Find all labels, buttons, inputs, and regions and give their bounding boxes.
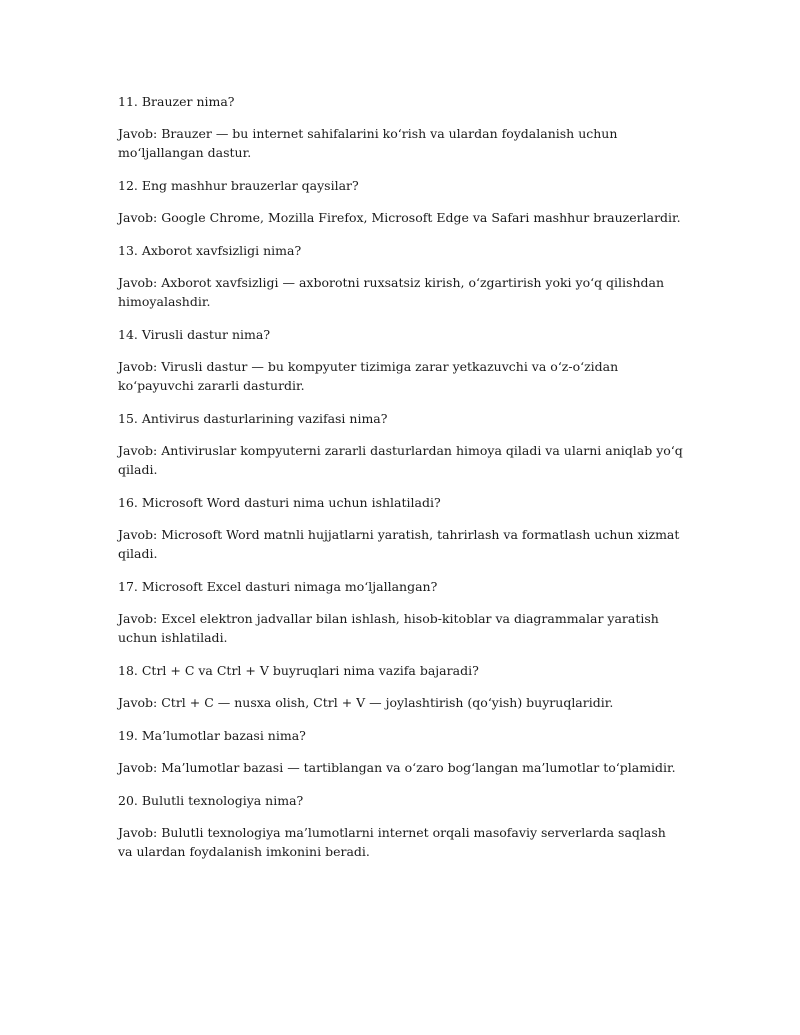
- qa-item: [118, 726, 684, 777]
- answer-text: Javob: Antiviruslar kompyuterni zararli dasturlardan himoya qiladi va ularni aniqlab yo‘q qiladi.: [118, 443, 683, 477]
- qa-item: [118, 92, 684, 162]
- answer-text: Javob: Microsoft Word matnli hujjatlarni yaratish, tahrirlash va formatlash uchun xizmat qiladi.: [118, 527, 680, 561]
- qa-item: [118, 409, 684, 479]
- answer-text: Javob: Ma’lumotlar bazasi — tartiblangan va o‘zaro bog‘langan ma’lumotlar to‘plamidir.: [118, 760, 676, 775]
- question-text: 14. Virusli dastur nima?: [118, 327, 271, 342]
- qa-item: [118, 241, 684, 311]
- qa-item: [118, 661, 684, 712]
- answer-text: Javob: Google Chrome, Mozilla Firefox, Microsoft Edge va Safari mashhur brauzerlardir.: [118, 210, 681, 225]
- question-text: 15. Antivirus dasturlarining vazifasi nima?: [118, 411, 388, 426]
- qa-list: [118, 92, 684, 875]
- question-text: 11. Brauzer nima?: [118, 94, 235, 109]
- question-text: 20. Bulutli texnologiya nima?: [118, 793, 304, 808]
- question-text: 12. Eng mashhur brauzerlar qaysilar?: [118, 178, 359, 193]
- qa-item: [118, 791, 684, 861]
- answer-text: Javob: Excel elektron jadvallar bilan ishlash, hisob-kitoblar va diagrammalar yaratish uchun ishlatiladi.: [118, 611, 659, 645]
- question-text: 17. Microsoft Excel dasturi nimaga mo‘ljallangan?: [118, 579, 438, 594]
- answer-text: Javob: Virusli dastur — bu kompyuter tizimiga zarar yetkazuvchi va o‘z-o‘zidan ko‘payuvchi zararli dasturdir.: [118, 359, 619, 393]
- question-text: 19. Ma’lumotlar bazasi nima?: [118, 728, 306, 743]
- question-text: 18. Ctrl + C va Ctrl + V buyruqlari nima vazifa bajaradi?: [118, 663, 479, 678]
- qa-item: [118, 577, 684, 647]
- qa-item: [118, 176, 684, 227]
- answer-text: Javob: Ctrl + C — nusxa olish, Ctrl + V — joylashtirish (qo‘yish) buyruqlaridir.: [118, 695, 614, 710]
- question-text: 16. Microsoft Word dasturi nima uchun ishlatiladi?: [118, 495, 441, 510]
- qa-item: [118, 493, 684, 563]
- qa-item: [118, 325, 684, 395]
- answer-text: Javob: Brauzer — bu internet sahifalarini ko‘rish va ulardan foydalanish uchun mo‘ljallangan dastur.: [118, 126, 618, 160]
- answer-text: Javob: Axborot xavfsizligi — axborotni ruxsatsiz kirish, o‘zgartirish yoki yo‘q qilishdan himoyalashdir.: [118, 275, 665, 309]
- answer-text: Javob: Bulutli texnologiya ma’lumotlarni internet orqali masofaviy serverlarda saqlash va ulardan foydalanish imkonini beradi.: [118, 825, 666, 859]
- question-text: 13. Axborot xavfsizligi nima?: [118, 243, 302, 258]
